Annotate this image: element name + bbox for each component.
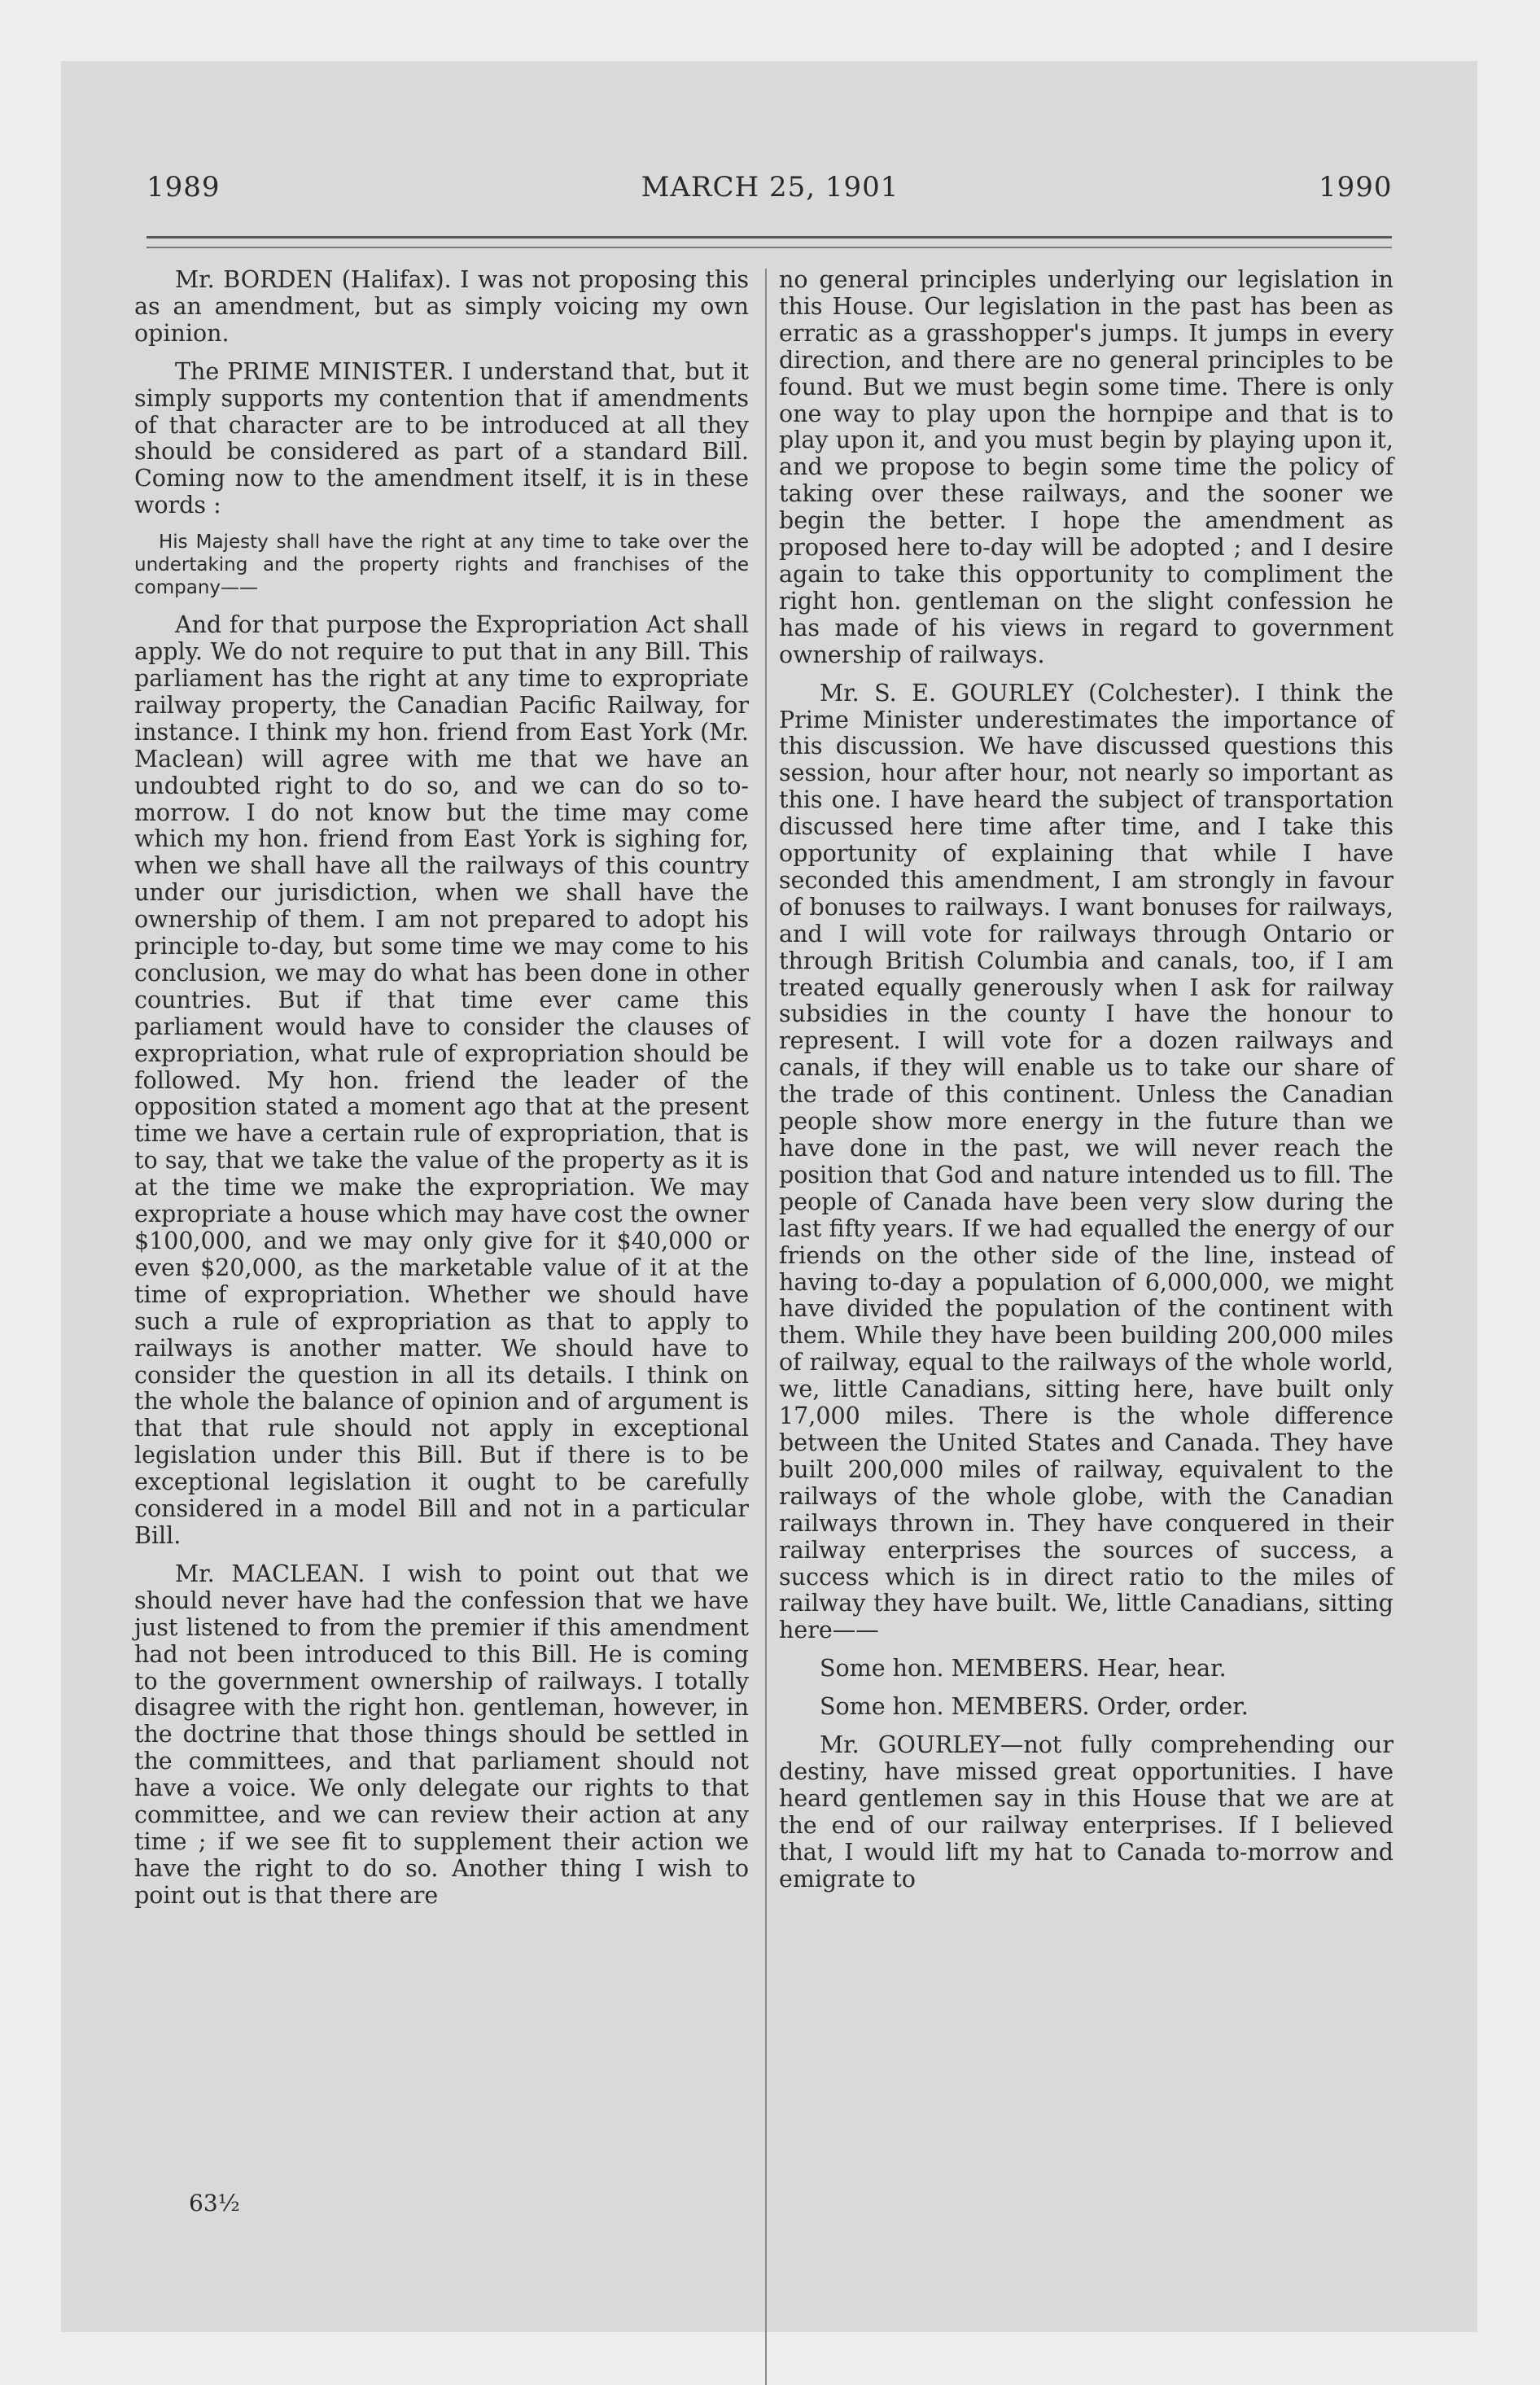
left-column xyxy=(134,267,749,1921)
paragraph-continuation: no general principles underlying our legislation in this House. Our legislation in the past has been as erratic as a grasshopper's jumps. It jumps in every direction, and there are no general principles to be found. But we must begin some time. There is only one way to play upon the hornpipe and that is to play upon it, and you must begin by playing upon it, and we propose to begin some time the policy of taking over these railways, and the sooner we begin the better. I hope the amendment as proposed here to-day will be adopted ; and I desire again to take this opportunity to compliment the right hon. gentleman on the slight confession he has made of his views in regard to government ownership of railways. xyxy=(779,266,1393,668)
paragraph: Mr. MACLEAN. I wish to point out that we should never have had the confession that we have just listened to from the premier if this amendment had not been introduced to this Bill. He is coming to the government ownership of railways. I totally disagree with the right hon. gentleman, however, in the doctrine that those things should be settled in the committees, and that parliament should not have a voice. We only delegate our rights to that committee, and we can review their action at any time ; if we see fit to supplement their action we have the right to do so. Another thing I wish to point out is that there are xyxy=(134,1560,749,1909)
header-rule xyxy=(147,236,1392,238)
header-rule-secondary xyxy=(147,247,1392,248)
page-date-title: MARCH 25, 1901 xyxy=(641,171,899,203)
paragraph: Some hon. MEMBERS. Order, order. xyxy=(820,1693,1249,1721)
quoted-amendment: His Majesty shall have the right at any time to take over the undertaking and the property rights and franchises of the company—— xyxy=(134,532,749,599)
right-column xyxy=(779,267,1393,1904)
paragraph: And for that purpose the Expropriation Act shall apply. We do not require to put that in any Bill. This parliament has the right at any time to expropriate railway property, the Canadian Pacific Railway, for instance. I think my hon. friend from East York (Mr. Maclean) will agree with me that we have an undoubted right to do so, and we can do so to-morrow. I do not know but the time may come which my hon. friend from East York is sighing for, when we shall have all the railways of this country under our jurisdiction, when we shall have the ownership of them. I am not prepared to adopt his principle to-day, but some time we may come to his conclusion, we may do what has been done in other countries. But if that time ever came this parliament would have to consider the clauses of expropriation, what rule of expropriation should be followed. My hon. friend the leader of the opposition stated a moment ago that at the present time we have a certain rule of expropriation, that is to say, that we take the value of the property as it is at the time we make the expropriation. We may expropriate a house which may have cost the owner $100,000, and we may only give for it $40,000 or even $20,000, as the marketable value of it at the time of expropriation. Whether we should have such a rule of expropriation as that to apply to railways is another matter. We should have to consider the question in all its details. I think on the whole the balance of opinion and of argument is that that rule should not apply in exceptional legislation under this Bill. But if there is to be exceptional legislation it ought to be carefully considered in a model Bill and not in a particular Bill. xyxy=(134,611,749,1549)
signature-mark: 63½ xyxy=(189,2190,240,2217)
paragraph: Some hon. MEMBERS. Hear, hear. xyxy=(820,1655,1227,1683)
paragraph: Mr. S. E. GOURLEY (Colchester). I think the Prime Minister underestimates the importance of this discussion. We have discussed questions this session, hour after hour, not nearly so important as this one. I have heard the subject of transportation discussed here time after time, and I take this opportunity of explaining that while I have seconded this amendment, I am strongly in favour of bonuses to railways. I want bonuses for railways, and I will vote for railways through Ontario or through British Columbia and canals, too, if I am treated equally generously when I ask for railway subsidies in the county I have the honour to represent. I will vote for a dozen railways and canals, if they will enable us to take our share of the trade of this continent. Unless the Canadian people show more energy in the future than we have done in the past, we will never reach the position that God and nature intended us to fill. The people of Canada have been very slow during the last fifty years. If we had equalled the energy of our friends on the other side of the line, instead of having to-day a population of 6,000,000, we might have divided the population of the continent with them. While they have been building 200,000 miles of railway, equal to the railways of the whole world, we, little Canadians, sitting here, have built only 17,000 miles. There is the whole difference between the United States and Canada. They have built 200,000 miles of railway, equivalent to the railways of the whole globe, with the Canadian railways thrown in. They have conquered in their railway enterprises the sources of success, a success which is in direct ratio to the miles of railway they have built. We, little Canadians, sitting here—— xyxy=(779,679,1393,1644)
right-page-number: 1990 xyxy=(1319,171,1393,203)
paragraph: Mr. BORDEN (Halifax). I was not proposing this as an amendment, but as simply voicing my own opinion. xyxy=(134,266,749,347)
paragraph: The PRIME MINISTER. I understand that, but it simply supports my contention that if amendments of that character are to be introduced at all they should be considered as part of a standard Bill. Coming now to the amendment itself, it is in these words : xyxy=(134,357,749,519)
left-page-number: 1989 xyxy=(147,171,221,203)
paragraph: Mr. GOURLEY—not fully comprehending our destiny, have missed great opportunities. I have heard gentlemen say in this House that we are at the end of our railway enterprises. If I believed that, I would lift my hat to Canada to-morrow and emigrate to xyxy=(779,1731,1393,1893)
column-divider xyxy=(765,269,767,2385)
